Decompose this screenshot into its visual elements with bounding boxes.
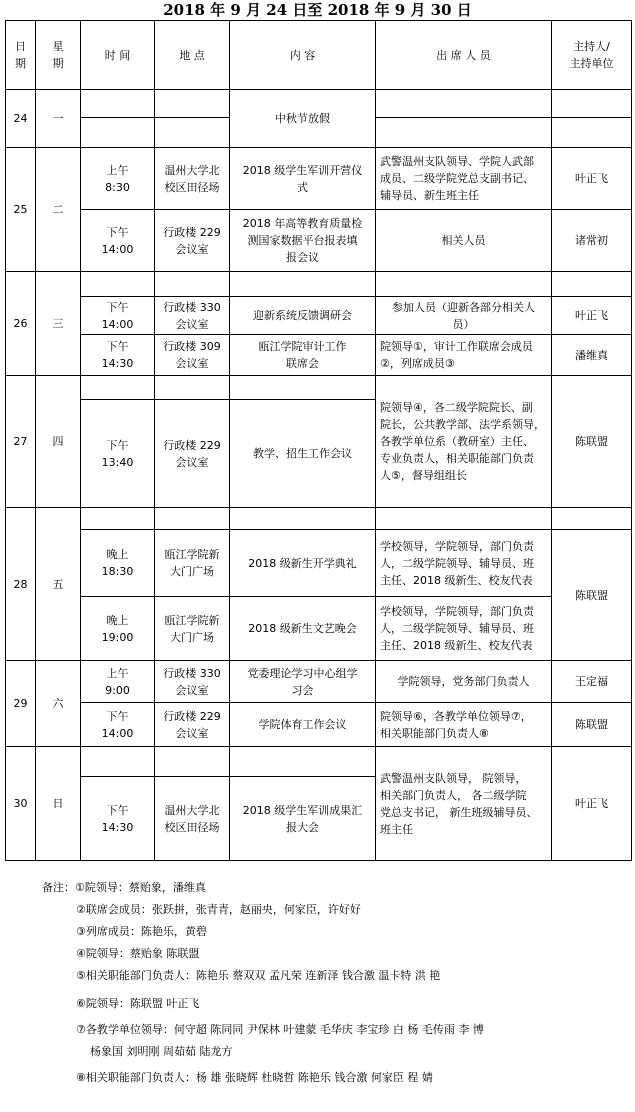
time-cell: [81, 376, 155, 400]
content-cell: 2018 级学生军训开营仪 式: [230, 148, 376, 210]
host-cell: 陈联盟: [552, 530, 632, 661]
time-cell: [81, 272, 155, 297]
table-row: [6, 272, 632, 297]
place-cell: 行政楼 229 会议室: [155, 400, 230, 508]
attendees-cell: 学校领导，学院领导，部门负责 人，二级学院领导、辅导员、班 主任、2018 级新生、校友代表: [376, 597, 552, 661]
content-cell: [230, 747, 376, 777]
attendees-cell: 院领导⑥，各教学单位领导⑦， 相关职能部门负责人⑧: [376, 703, 552, 747]
host-cell: 王定福: [552, 661, 632, 703]
table-row: [6, 661, 632, 703]
time-cell: 上午 8:30: [81, 148, 155, 210]
weekday-cell: 日: [36, 747, 81, 861]
host-cell: 陈联盟: [552, 703, 632, 747]
attendees-cell: 相关人员: [376, 210, 552, 272]
host-cell: [552, 118, 632, 148]
time-cell: 上午 9:00: [81, 661, 155, 703]
host-cell: 潘维真: [552, 335, 632, 376]
attendees-cell: 武警温州支队领导， 院领导， 相关部门负责人， 各二级学院 党总支书记， 新生班级辅导员、 班主任: [376, 747, 552, 861]
table-row: [6, 597, 632, 661]
content-cell: 2018 级学生军训成果汇 报大会: [230, 777, 376, 861]
time-cell: 下午 14:30: [81, 777, 155, 861]
attendees-cell: 参加人员（迎新各部分相关人 员）: [376, 297, 552, 335]
time-cell: [81, 508, 155, 530]
time-cell: 下午 14:00: [81, 297, 155, 335]
time-cell: 下午 14:00: [81, 703, 155, 747]
note-3: ③列席成员：陈艳乐，黄碧: [76, 925, 207, 938]
schedule-table: [5, 20, 632, 861]
table-row: [6, 335, 632, 376]
place-cell: 瓯江学院新 大门广场: [155, 530, 230, 597]
page-title: 2018 年 9 月 24 日至 2018 年 9 月 30 日: [163, 1, 472, 19]
note-1: ①院领导：蔡贻象，潘维真: [75, 881, 206, 894]
note-8: ⑧相关职能部门负责人：杨 雄 张晓辉 杜晓哲 陈艳乐 钱合激 何家臣 程 婧: [76, 1071, 433, 1084]
header-host: 主持人/ 主持单位: [552, 21, 632, 90]
place-cell: [155, 376, 230, 400]
place-cell: 行政楼 229 会议室: [155, 703, 230, 747]
table-row: [6, 148, 632, 210]
place-cell: [155, 118, 230, 148]
header-time: 时 间: [81, 21, 155, 90]
header-content: 内 容: [230, 21, 376, 90]
note-4: ④院领导：蔡贻象 陈联盟: [76, 947, 200, 960]
time-cell: 下午 14:00: [81, 210, 155, 272]
content-cell: 2018 级新生开学典礼: [230, 530, 376, 597]
content-cell: [230, 376, 376, 400]
host-cell: [552, 508, 632, 530]
content-cell: [230, 508, 376, 530]
place-cell: 温州大学北 校区田径场: [155, 777, 230, 861]
table-row: [6, 747, 632, 777]
time-cell: [81, 747, 155, 777]
time-cell: [81, 118, 155, 148]
content-cell: 瓯江学院审计工作 联席会: [230, 335, 376, 376]
place-cell: [155, 508, 230, 530]
place-cell: [155, 272, 230, 297]
content-cell: 2018 级新生文艺晚会: [230, 597, 376, 661]
host-cell: 叶正飞: [552, 747, 632, 861]
host-cell: 叶正飞: [552, 297, 632, 335]
host-cell: 叶正飞: [552, 148, 632, 210]
place-cell: [155, 747, 230, 777]
place-cell: 行政楼 229 会议室: [155, 210, 230, 272]
weekday-cell: 二: [36, 148, 81, 272]
time-cell: 晚上 18:30: [81, 530, 155, 597]
place-cell: 行政楼 330 会议室: [155, 297, 230, 335]
table-row: [6, 210, 632, 272]
host-cell: [552, 90, 632, 118]
attendees-cell: 学院领导，党务部门负责人: [376, 661, 552, 703]
weekday-cell: 四: [36, 376, 81, 508]
host-cell: 陈联盟: [552, 376, 632, 508]
note-line: [42, 878, 622, 900]
date-cell: 30: [6, 747, 36, 861]
content-cell: [230, 272, 376, 297]
place-cell: 温州大学北 校区田径场: [155, 148, 230, 210]
holiday-cell: 中秋节放假: [230, 90, 376, 148]
weekday-cell: 一: [36, 90, 81, 148]
header-date: 日 期: [6, 21, 36, 90]
place-cell: 行政楼 330 会议室: [155, 661, 230, 703]
table-row: [6, 376, 632, 400]
content-cell: 迎新系统反馈调研会: [230, 297, 376, 335]
time-cell: 晚上 19:00: [81, 597, 155, 661]
header-weekday: 星 期: [36, 21, 81, 90]
time-cell: [81, 90, 155, 118]
weekday-cell: 六: [36, 661, 81, 747]
table-row: [6, 90, 632, 118]
time-cell: 下午 14:30: [81, 335, 155, 376]
note-7-continued: 杨象国 刘明刚 周茹茹 陆龙方: [90, 1045, 233, 1058]
content-cell: 学院体育工作会议: [230, 703, 376, 747]
attendees-cell: 院领导①，审计工作联席会成员 ②，列席成员③: [376, 335, 552, 376]
date-cell: 29: [6, 661, 36, 747]
date-cell: 26: [6, 272, 36, 376]
content-cell: 党委理论学习中心组学 习会: [230, 661, 376, 703]
date-cell: 27: [6, 376, 36, 508]
content-cell: 2018 年高等教育质量检 测国家数据平台报表填 报会议: [230, 210, 376, 272]
weekday-cell: 五: [36, 508, 81, 661]
notes-label: 备注：: [42, 881, 75, 894]
table-row: [6, 508, 632, 530]
attendees-cell: [376, 272, 552, 297]
content-cell: 教学、招生工作会议: [230, 400, 376, 508]
place-cell: 行政楼 309 会议室: [155, 335, 230, 376]
host-cell: 诸常初: [552, 210, 632, 272]
date-cell: 25: [6, 148, 36, 272]
table-row: [6, 297, 632, 335]
attendees-cell: [376, 508, 552, 530]
notes-section: [42, 878, 622, 1090]
date-cell: 24: [6, 90, 36, 148]
attendees-cell: 学校领导，学院领导，部门负责 人，二级学院领导、辅导员、班 主任、2018 级新生、校友代表: [376, 530, 552, 597]
header-row: [6, 21, 632, 90]
attendees-cell: 院领导④，各二级学院院长、副 院长，公共教学部、法学系领导， 各教学单位系（教研室）主任、 专业负责人，相关职能部门负责 人⑤，督导组组长: [376, 376, 552, 508]
note-7: ⑦各教学单位领导：何守超 陈同同 尹保林 叶建蒙 毛华庆 李宝珍 白 杨 毛传雨 李 博: [76, 1023, 484, 1036]
time-cell: 下午 13:40: [81, 400, 155, 508]
place-cell: 瓯江学院新 大门广场: [155, 597, 230, 661]
table-row: [6, 530, 632, 597]
table-row: [6, 703, 632, 747]
place-cell: [155, 90, 230, 118]
attendees-cell: [376, 118, 552, 148]
note-6: ⑥院领导：陈联盟 叶正飞: [76, 997, 200, 1010]
attendees-cell: 武警温州支队领导、学院人武部 成员、二级学院党总支副书记、 辅导员、新生班主任: [376, 148, 552, 210]
attendees-cell: [376, 90, 552, 118]
date-cell: 28: [6, 508, 36, 661]
host-cell: [552, 272, 632, 297]
note-5: ⑤相关职能部门负责人：陈艳乐 蔡双双 孟凡荣 连新泽 钱合激 温卡特 洪 艳: [76, 969, 441, 982]
header-place: 地 点: [155, 21, 230, 90]
note-2: ②联席会成员：张跃拼，张青青，赵丽央，何家臣，许好好: [76, 903, 361, 916]
header-attendees: 出 席 人 员: [376, 21, 552, 90]
weekday-cell: 三: [36, 272, 81, 376]
